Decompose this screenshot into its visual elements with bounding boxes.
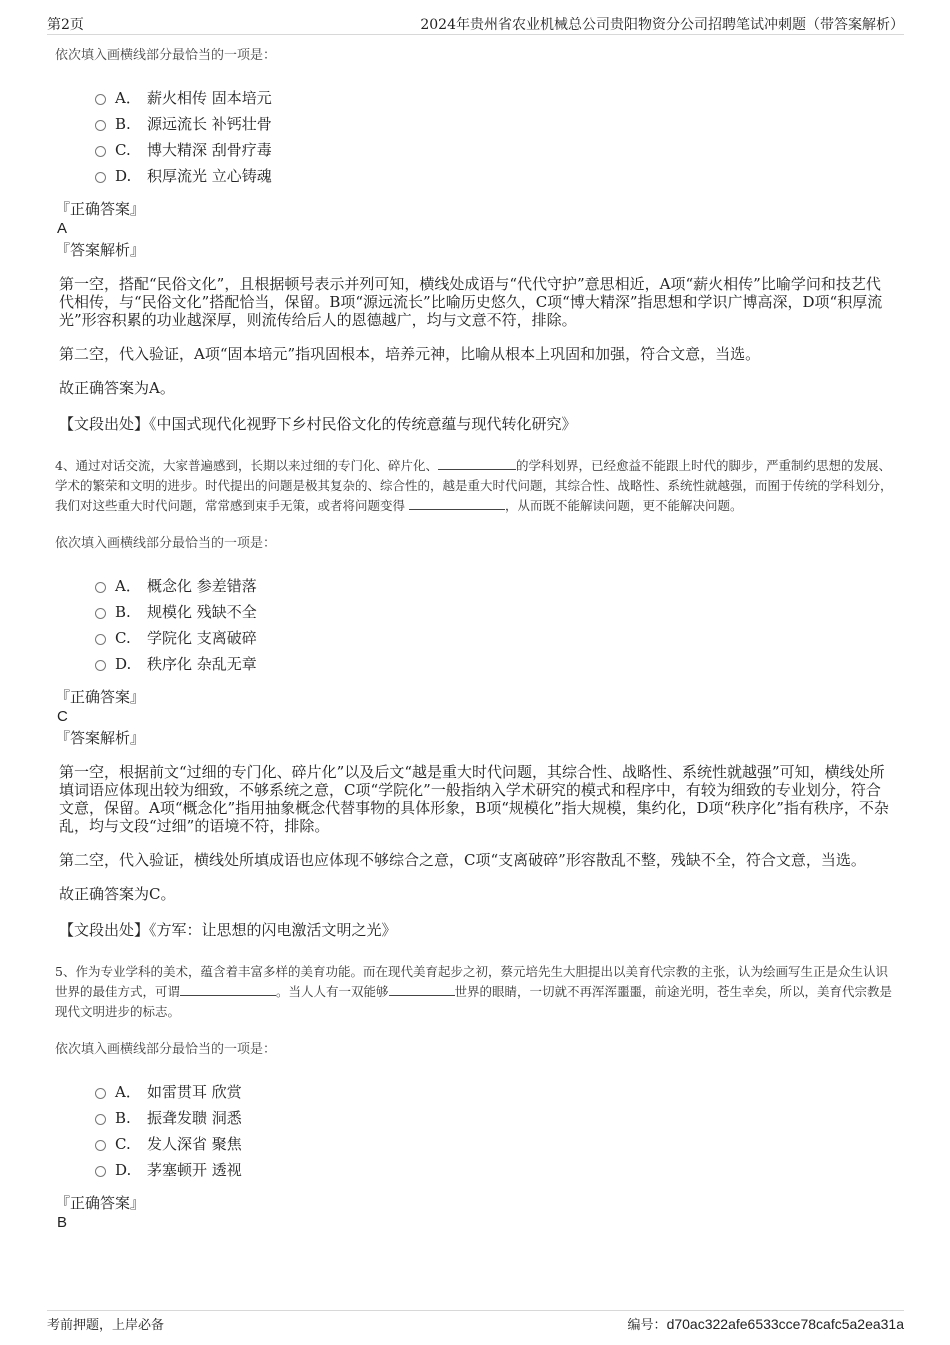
option-text: 薪火相传 固本培元	[147, 89, 272, 107]
footer-slogan: 考前押题，上岸必备	[47, 1318, 165, 1333]
q5-option-c[interactable]	[95, 1131, 895, 1157]
code-value: d70ac322afe6533cce78cafc5a2ea31a	[666, 1316, 904, 1332]
q4-analysis-1: 第一空，根据前文“过细的专门化、碎片化”以及后文“越是重大时代问题，其综合性、战略性、系统性就越强”可知，横线处所填词语应体现出较为细致，不够系统之意，C项“学院化”一般指纳入学术研究的模式和程序中，有较为细致的专业划分，符合文意，保留。A项“概念化”指用抽象概念代替事物的具体形象，B项“规模化”指大规模，集约化，D项“秩序化”指有秩序，不杂乱，均与文段“过细”的语境不符，排除。	[59, 763, 889, 835]
radio-icon[interactable]	[95, 660, 106, 671]
option-letter: C.	[115, 141, 131, 159]
q4-source: 【文段出处】《方军：让思想的闪电激活文明之光》	[59, 921, 397, 939]
q5-option-d[interactable]	[95, 1157, 895, 1183]
radio-icon[interactable]	[95, 582, 106, 593]
q4-options	[95, 573, 895, 677]
q4-option-b[interactable]	[95, 599, 895, 625]
q5-option-b[interactable]	[95, 1105, 895, 1131]
q4-text-a: 4、通过对话交流，大家普遍感到，长期以来过细的专门化、碎片化、	[55, 458, 438, 473]
option-letter: B.	[115, 1109, 131, 1127]
option-text: 茅塞顿开 透视	[147, 1161, 242, 1179]
q4-blank-1	[438, 457, 516, 470]
q5-option-a[interactable]	[95, 1079, 895, 1105]
radio-icon[interactable]	[95, 1140, 106, 1151]
q3-answer-label: 『正确答案』	[55, 200, 146, 218]
document-body	[55, 44, 895, 1234]
document-title: 2024年贵州省农业机械总公司贵阳物资分公司招聘笔试冲刺题（带答案解析）	[420, 17, 904, 33]
radio-icon[interactable]	[95, 172, 106, 183]
option-letter: A．	[115, 89, 141, 107]
option-letter: D.	[115, 655, 132, 673]
option-text: 规模化 残缺不全	[147, 603, 257, 621]
q3-source: 【文段出处】《中国式现代化视野下乡村民俗文化的传统意蕴与现代转化研究》	[59, 415, 577, 433]
q4-answer-label: 『正确答案』	[55, 688, 146, 706]
q5-text-c: 世界的眼睛，一切就不再浑浑噩噩，前途光明，苍生幸矣，所以，美育代宗教是现代文明进步的标志。	[55, 984, 893, 1019]
radio-icon[interactable]	[95, 120, 106, 131]
option-text: 发人深省 聚焦	[147, 1135, 242, 1153]
page-footer	[47, 1310, 904, 1333]
q5-blank-2	[389, 983, 455, 996]
q3-option-d[interactable]	[95, 163, 895, 189]
option-text: 学院化 支离破碎	[147, 629, 257, 647]
option-letter: D.	[115, 1161, 132, 1179]
q5-answer: B	[57, 1214, 68, 1231]
option-text: 博大精深 刮骨疗毒	[147, 141, 272, 159]
code-label: 编号：	[627, 1318, 667, 1333]
q4-text-c: ，从而既不能解读问题，更不能解决问题。	[505, 498, 743, 513]
q4-stem	[55, 456, 895, 516]
option-letter: B.	[115, 115, 131, 133]
q3-analysis-2: 第二空，代入验证，A项“固本培元”指巩固根本，培养元神，比喻从根本上巩固和加强，符合文意，当选。	[59, 345, 761, 363]
q3-prompt: 依次填入画横线部分最恰当的一项是：	[55, 48, 277, 63]
q5-prompt: 依次填入画横线部分最恰当的一项是：	[55, 1042, 277, 1057]
option-text: 如雷贯耳 欣赏	[147, 1083, 242, 1101]
document-code	[628, 1314, 904, 1333]
option-text: 源远流长 补钙壮骨	[147, 115, 272, 133]
q4-analysis-3: 故正确答案为C。	[59, 885, 176, 903]
option-letter: C.	[115, 1135, 131, 1153]
option-letter: C.	[115, 629, 131, 647]
q3-analysis-1: 第一空，搭配“民俗文化”，且根据顿号表示并列可知，横线处成语与“代代守护”意思相近，A项“薪火相传”比喻学问和技艺代代相传，与“民俗文化”搭配恰当，保留。B项“源远流长”比喻历史悠久，C项“博大精深”指思想和学识广博高深，D项“积厚流光”形容积累的功业越深厚，则流传给后人的恩德越广，均与文意不符，排除。	[59, 275, 883, 329]
radio-icon[interactable]	[95, 94, 106, 105]
option-text: 积厚流光 立心铸魂	[147, 167, 272, 185]
q5-stem	[55, 962, 895, 1022]
q4-option-d[interactable]	[95, 651, 895, 677]
q3-option-a[interactable]	[95, 85, 895, 111]
q4-analysis-label: 『答案解析』	[55, 729, 146, 747]
q3-answer: A	[57, 220, 68, 237]
radio-icon[interactable]	[95, 1166, 106, 1177]
q4-answer: C	[57, 708, 68, 725]
q3-option-b[interactable]	[95, 111, 895, 137]
option-text: 秩序化 杂乱无章	[147, 655, 257, 673]
option-letter: A．	[115, 577, 141, 595]
q5-text-b: 。当人人有一双能够	[276, 984, 389, 999]
q4-prompt: 依次填入画横线部分最恰当的一项是：	[55, 536, 277, 551]
option-letter: D.	[115, 167, 132, 185]
q5-blank-1	[180, 983, 276, 996]
radio-icon[interactable]	[95, 146, 106, 157]
q5-options	[95, 1079, 895, 1183]
radio-icon[interactable]	[95, 634, 106, 645]
option-text: 振聋发聩 洞悉	[147, 1109, 242, 1127]
q4-analysis-2: 第二空，代入验证，横线处所填成语也应体现不够综合之意，C项“支离破碎”形容散乱不整，残缺不全，符合文意，当选。	[59, 851, 866, 869]
option-text: 概念化 参差错落	[147, 577, 257, 595]
q3-option-c[interactable]	[95, 137, 895, 163]
q3-analysis-3: 故正确答案为A。	[59, 379, 175, 397]
q3-analysis-label: 『答案解析』	[55, 241, 146, 259]
q4-blank-2	[409, 497, 505, 510]
option-letter: B.	[115, 603, 131, 621]
option-letter: A．	[115, 1083, 141, 1101]
radio-icon[interactable]	[95, 1114, 106, 1125]
q4-option-a[interactable]	[95, 573, 895, 599]
q4-option-c[interactable]	[95, 625, 895, 651]
radio-icon[interactable]	[95, 608, 106, 619]
radio-icon[interactable]	[95, 1088, 106, 1099]
q5-text-a: 5、作为专业学科的美术，蕴含着丰富多样的美育功能。而在现代美育起步之初，蔡元培先生大胆提出以美育代宗教的主张，认为绘画写生正是众生认识世界的最佳方式，可谓	[55, 964, 888, 999]
q3-options	[95, 85, 895, 189]
page-number: 第2页	[47, 17, 84, 33]
q4-text-b: 的学科划界，已经愈益不能跟上时代的脚步，严重制约思想的发展、学术的繁荣和文明的进步。时代提出的问题是极其复杂的、综合性的，越是重大时代问题，其综合性、战略性、系统性就越强，而囿于传统的学科划分，我们对这些重大时代问题，常常感到束手无策，或者将问题变得	[55, 458, 893, 513]
page-header	[47, 14, 904, 35]
q5-answer-label: 『正确答案』	[55, 1194, 146, 1212]
